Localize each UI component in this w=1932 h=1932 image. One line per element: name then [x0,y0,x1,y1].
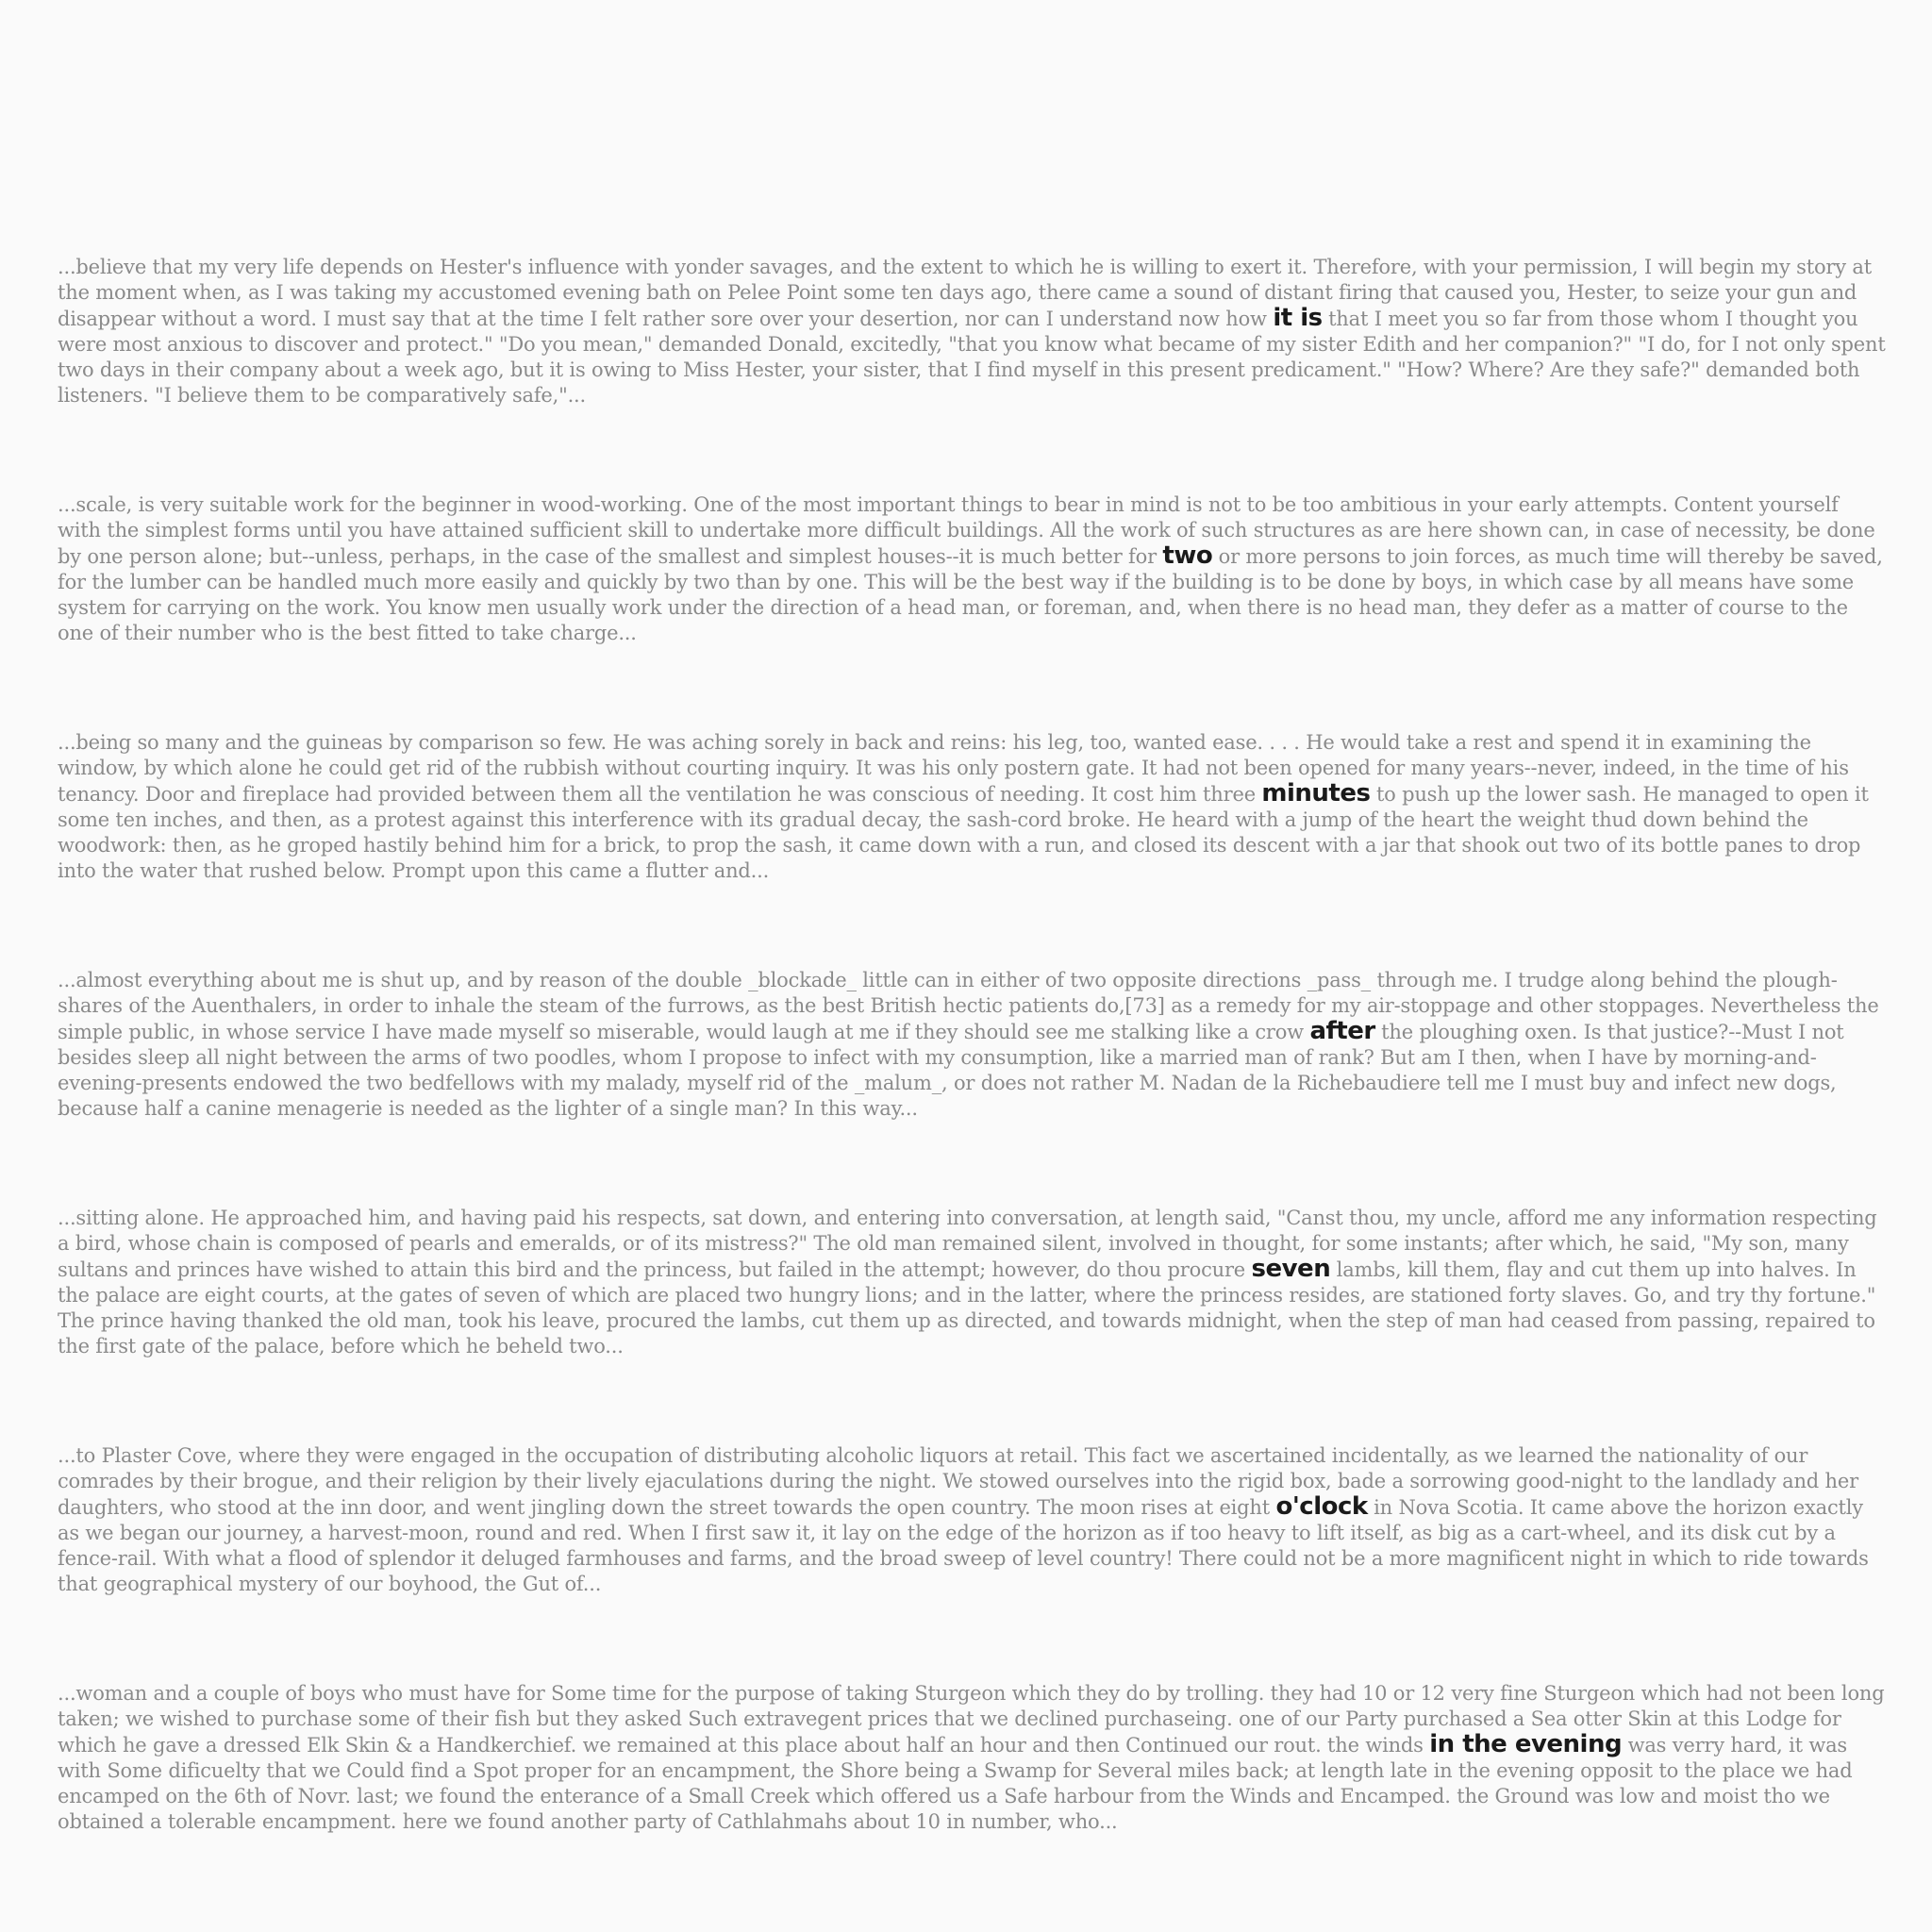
snippet-text-before: ...woman and a couple of boys who must have for Some time for the purpose of taking Sturgeon which they do by trolling. they had 10 or 12 very fine Sturgeon which had not been long taken; we wished to purchase some of their fish but they asked Such extravegent prices that we declined purchaseing. one of our Party purchased a Sea otter Skin at this Lodge for which he gave a dressed Elk Skin & a Handkerchief. we remained at this place about half an hour and then Continued our rout. the winds [58,1682,1885,1757]
snippet-list [58,255,1888,1919]
snippet-4 [58,968,1888,1122]
snippet-text-after: that I meet you so far from those whom I thought you were most anxious to discover and protect." "Do you mean," demanded Donald, excitedly, "that you know what became of my sister Edith and her companion?" "I do, for I not only spent two days in their company about a week ago, but it is owing to Miss Hester, your sister, that I find myself in this present predicament." "How? Where? Are they safe?" demanded both listeners. "I believe them to be comparatively safe,"... [58,308,1886,407]
snippet-1 [58,255,1888,408]
highlighted-phrase: seven [1251,1255,1331,1283]
snippet-text-before: ...scale, is very suitable work for the beginner in wood-working. One of the most important things to bear in mind is not to be too ambitious in your early attempts. Content yourself with the simplest forms until you have attained sufficient skill to undertake more difficult buildings. All the work of such structures as are here shown can, in case of necessity, be done by one person alone; but--unless, perhaps, in the case of the smallest and simplest houses--it is much better for [58,493,1875,568]
highlighted-phrase: two [1162,541,1213,570]
highlighted-phrase: o'clock [1275,1492,1368,1521]
snippet-text-after: lambs, kill them, flay and cut them up into halves. In the palace are eight courts, at the gates of seven of which are placed two hungry lions; and in the latter, where the princess resides, are stationed forty slaves. Go, and try thy fortune." The prince having thanked the old man, took his leave, procured the lambs, cut them up as directed, and towards midnight, when the step of man had ceased from passing, repaired to the first gate of the palace, before which he beheld two... [58,1258,1876,1357]
snippet-text-before: ...sitting alone. He approached him, and having paid his respects, sat down, and entering into conversation, at length said, "Canst thou, my uncle, afford me any information respecting a bird, whose chain is composed of pearls and emeralds, or of its mistress?" The old man remained silent, involved in thought, for some instants; after which, he said, "My son, many sultans and princes have wished to attain this bird and the princess, but failed in the attempt; however, do thou procure [58,1207,1877,1281]
snippet-text-after: was verry hard, it was with Some dificuelty that we Could find a Spot proper for an encampment, the Shore being a Swamp for Several miles back; at length late in the evening opposit to the place we had encamped on the 6th of Novr. last; we found the enterance of a Small Creek which offered us a Safe harbour from the Winds and Encamped. the Ground was low and moist tho we obtained a tolerable encampment. here we found another party of Cathlahmahs about 10 in number, who... [58,1734,1853,1833]
snippet-text-after: the ploughing oxen. Is that justice?--Must I not besides sleep all night between the arms of two poodles, whom I propose to infect with my consumption, like a married man of rank? But am I then, when I have by morning-and-evening-presents endowed the two bedfellows with my malady, myself rid of the _malum_, or does not rather M. Nadan de la Richebaudiere tell me I must buy and infect new dogs, because half a canine menagerie is needed as the lighter of a single man? In this way... [58,1021,1844,1120]
highlighted-phrase: it is [1273,304,1323,332]
snippet-3 [58,730,1888,884]
highlighted-phrase: minutes [1261,779,1371,808]
highlighted-phrase: in the evening [1429,1730,1623,1758]
snippet-text-after: or more persons to join forces, as much time will thereby be saved, for the lumber can be handled much more easily and quickly by two than by one. This will be the best way if the building is to be done by boys, in which case by all means have some system for carrying on the work. You know men usually work under the direction of a head man, or foreman, and, when there is no head man, they defer as a matter of course to the one of their number who is the best fitted to take charge... [58,545,1883,644]
snippet-text-before: ...almost everything about me is shut up, and by reason of the double _blockade_ little can in either of two opposite directions _pass_ through me. I trudge along behind the plough-shares of the Auenthalers, in order to inhale the steam of the furrows, as the best British hectic patients do,[73] as a remedy for my air-stoppage and other stoppages. Nevertheless the simple public, in whose service I have made myself so miserable, would laugh at me if they should see me stalking like a crow [58,969,1879,1043]
snippet-text-after: in Nova Scotia. It came above the horizon exactly as we began our journey, a harvest-moon, round and red. When I first saw it, it lay on the edge of the horizon as if too heavy to lift itself, as big as a cart-wheel, and its disk cut by a fence-rail. With what a flood of splendor it deluged farmhouses and farms, and the broad sweep of level country! There could not be a more magnificent night in which to ride towards that geographical mystery of our boyhood, the Gut of... [58,1496,1869,1595]
snippet-text-before: ...believe that my very life depends on Hester's influence with yonder savages, and the extent to which he is willing to exert it. Therefore, with your permission, I will begin my story at the moment when, as I was taking my accustomed evening bath on Pelee Point some ten days ago, there came a sound of distant firing that caused you, Hester, to seize your gun and disappear without a word. I must say that at the time I felt rather sore over your desertion, nor can I understand now how [58,256,1872,330]
snippet-6 [58,1443,1888,1597]
snippet-5 [58,1206,1888,1359]
snippet-2 [58,492,1888,646]
snippet-text-before: ...to Plaster Cove, where they were engaged in the occupation of distributing alcoholic liquors at retail. This fact we ascertained incidentally, as we learned the nationality of our comrades by their brogue, and their religion by their lively ejaculations during the night. We stowed ourselves into the rigid box, bade a sorrowing good-night to the landlady and her daughters, who stood at the inn door, and went jingling down the street towards the open country. The moon rises at eight [58,1444,1858,1519]
snippet-text-before: ...being so many and the guineas by comparison so few. He was aching sorely in back and reins: his leg, too, wanted ease. . . . He would take a rest and spend it in examining the window, by which alone he could get rid of the rubbish without courting inquiry. It was his only postern gate. It had not been opened for many years--never, indeed, in the time of his tenancy. Door and fireplace had provided between them all the ventilation he was conscious of needing. It cost him three [58,731,1849,806]
snippet-7 [58,1681,1888,1835]
snippet-text-after: to push up the lower sash. He managed to open it some ten inches, and then, as a protest against this interference with its gradual decay, the sash-cord broke. He heard with a jump of the heart the weight thud down behind the woodwork: then, as he groped hastily behind him for a brick, to prop the sash, it came down with a run, and closed its descent with a jar that shook out two of its bottle panes to drop into the water that rushed below. Prompt upon this came a flutter and... [58,783,1869,882]
highlighted-phrase: after [1309,1017,1375,1045]
